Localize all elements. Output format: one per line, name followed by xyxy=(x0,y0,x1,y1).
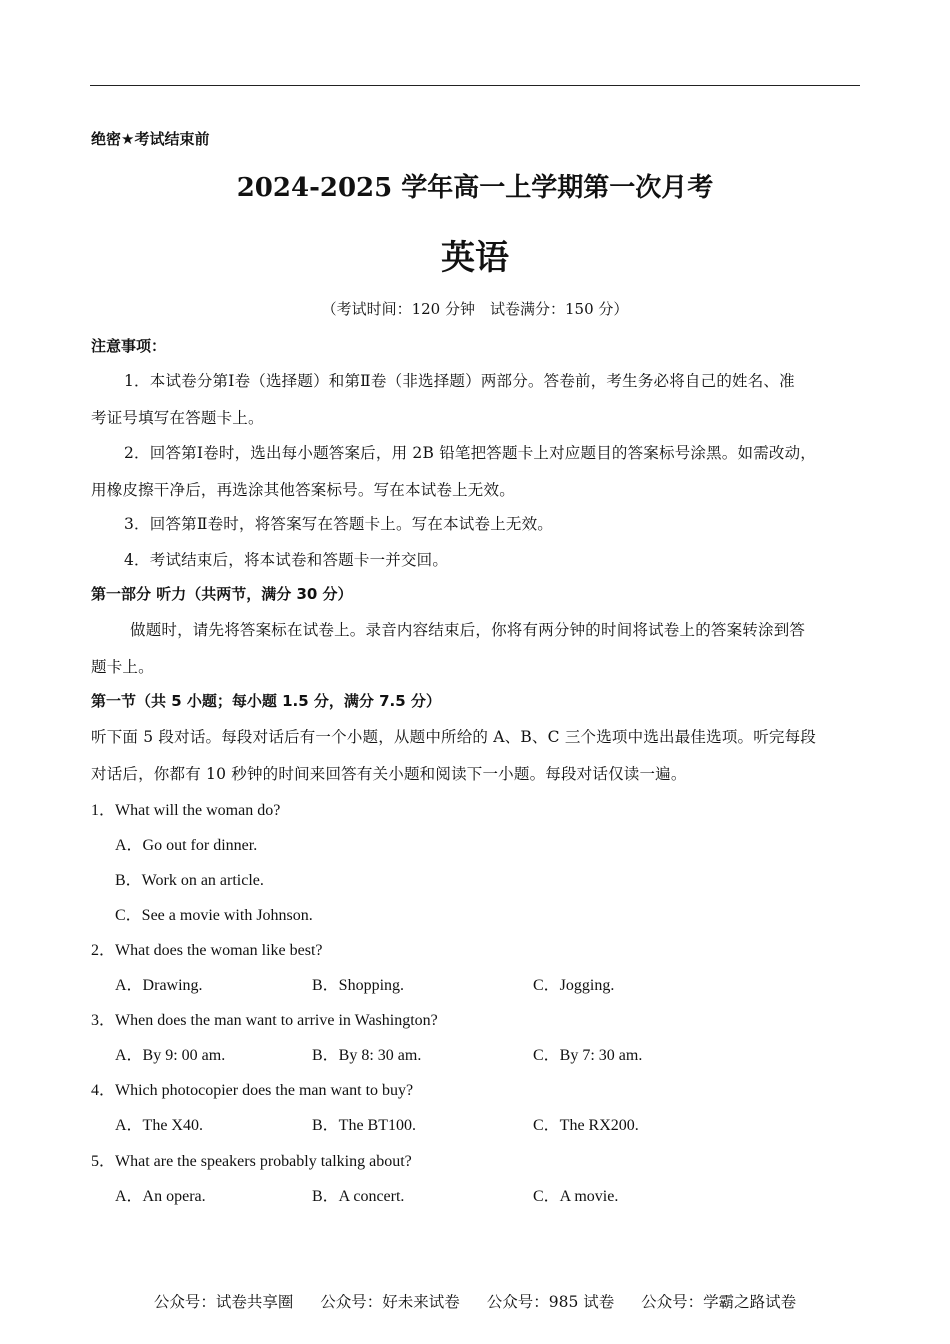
question-3-option-b: B．By 8: 30 am. xyxy=(312,1047,422,1064)
part1-intro-line-2: 题卡上。 xyxy=(91,658,154,676)
notice-item-2-line-2: 用橡皮擦干净后，再选涂其他答案标号。写在本试卷上无效。 xyxy=(91,481,515,499)
notice-heading: 注意事项： xyxy=(91,337,167,355)
question-1-option-b: B．Work on an article. xyxy=(115,872,264,889)
question-3-stem: 3．When does the man want to arrive in Washington? xyxy=(91,1012,438,1029)
question-2-option-a: A．Drawing. xyxy=(115,977,203,994)
footer-item: 公众号：学霸之路试卷 xyxy=(641,1293,797,1311)
question-3-option-c: C．By 7: 30 am. xyxy=(533,1047,643,1064)
section1-instr-line-1: 听下面 5 段对话。每段对话后有一个小题，从题中所给的 A、B、C 三个选项中选出最佳选项。听完每段 xyxy=(91,728,817,746)
question-2-stem: 2．What does the woman like best? xyxy=(91,942,323,959)
header-rule xyxy=(90,85,860,86)
subject-title: 英语 xyxy=(441,238,509,278)
confidential-label: 绝密★考试结束前 xyxy=(91,130,210,148)
notice-item-3: 3．回答第Ⅱ卷时，将答案写在答题卡上。写在本试卷上无效。 xyxy=(124,515,553,533)
question-4-option-a: A．The X40. xyxy=(115,1117,203,1134)
part1-heading: 第一部分 听力（共两节，满分 30 分） xyxy=(91,585,353,603)
footer-item: 公众号：985 试卷 xyxy=(486,1293,615,1311)
question-2-option-b: B．Shopping. xyxy=(312,977,405,994)
question-3-option-a: A．By 9: 00 am. xyxy=(115,1047,226,1064)
section1-instr-line-2: 对话后，你都有 10 秒钟的时间来回答有关小题和阅读下一小题。每段对话仅读一遍。 xyxy=(91,765,687,783)
question-1-option-c: C．See a movie with Johnson. xyxy=(115,907,313,924)
notice-item-4: 4．考试结束后，将本试卷和答题卡一并交回。 xyxy=(124,551,449,569)
page-footer xyxy=(0,1290,950,1312)
question-1-stem: 1．What will the woman do? xyxy=(91,802,281,819)
question-5-option-a: A．An opera. xyxy=(115,1188,206,1205)
question-5-option-c: C．A movie. xyxy=(533,1188,619,1205)
part1-intro-line-1: 做题时，请先将答案标在试卷上。录音内容结束后，你将有两分钟的时间将试卷上的答案转涂到答 xyxy=(130,621,806,639)
question-1-option-a: A．Go out for dinner. xyxy=(115,837,258,854)
footer-item: 公众号：好未来试卷 xyxy=(320,1293,460,1311)
notice-item-1-line-1: 1．本试卷分第Ⅰ卷（选择题）和第Ⅱ卷（非选择题）两部分。答卷前，考生务必将自己的姓名、准 xyxy=(124,372,795,390)
exam-time-info: （考试时间：120 分钟 试卷满分：150 分） xyxy=(321,300,629,318)
notice-item-1-line-2: 考证号填写在答题卡上。 xyxy=(91,409,264,427)
question-4-stem: 4．Which photocopier does the man want to buy? xyxy=(91,1082,414,1099)
exam-title: 2024-2025 学年高一上学期第一次月考 xyxy=(236,173,714,203)
notice-item-2-line-1: 2．回答第Ⅰ卷时，选出每小题答案后，用 2B 铅笔把答题卡上对应题目的答案标号涂黑。如需改动， xyxy=(124,444,816,462)
footer-item: 公众号：试卷共享圈 xyxy=(153,1293,294,1311)
question-5-stem: 5．What are the speakers probably talking about? xyxy=(91,1153,412,1170)
question-2-option-c: C．Jogging. xyxy=(533,977,615,994)
question-5-option-b: B．A concert. xyxy=(312,1188,405,1205)
question-4-option-c: C．The RX200. xyxy=(533,1117,639,1134)
question-4-option-b: B．The BT100. xyxy=(312,1117,416,1134)
section1-heading: 第一节（共 5 小题；每小题 1.5 分，满分 7.5 分） xyxy=(91,692,441,710)
